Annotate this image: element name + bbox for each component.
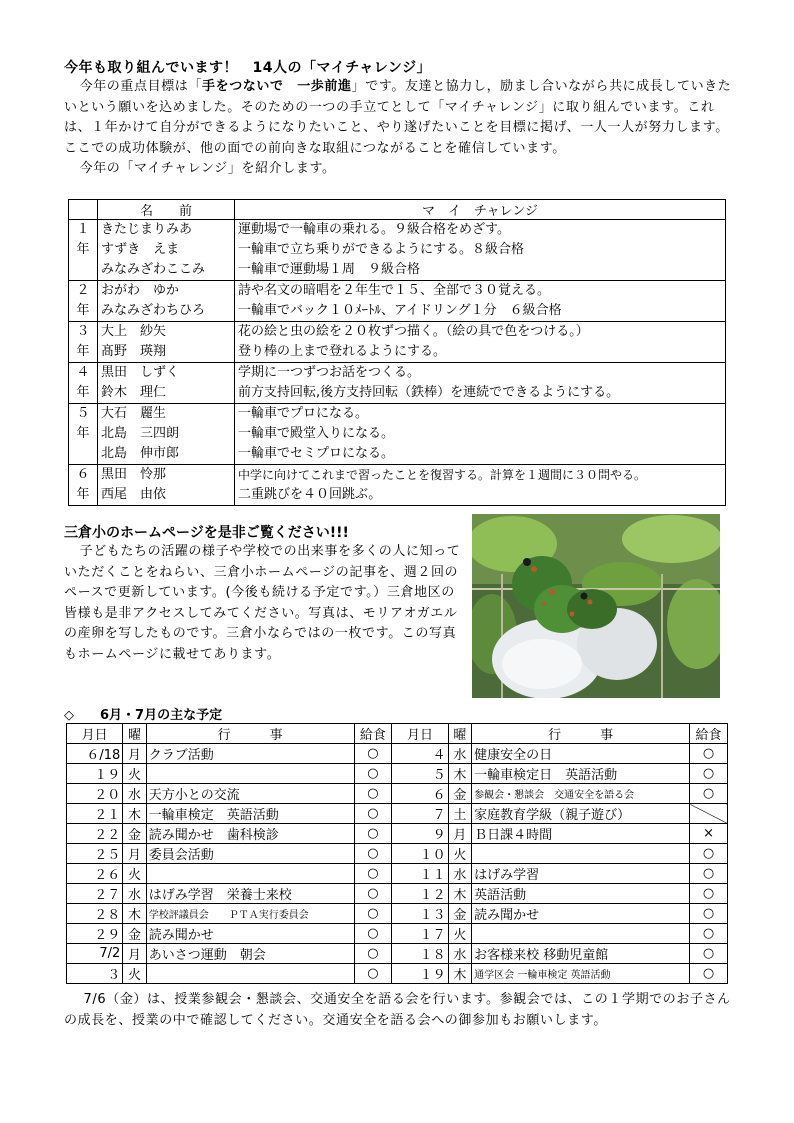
schedule-lunch-left: ○ [354,884,392,904]
schedule-date-right: １２ [392,884,448,904]
date-header-left: 月日 [67,724,123,744]
grade-label: １ [76,222,90,237]
schedule-date-right: ５ [392,764,448,784]
schedule-dow-right: 金 [448,904,472,924]
challenge-table [68,199,726,506]
schedule-date-left: ６/18 [67,744,123,764]
schedule-date-left: ３ [67,964,123,984]
schedule-row [67,764,728,784]
challenge-grade-row [69,220,726,281]
schedule-date-right: ７ [392,804,448,824]
challenge-text: 一輪車でバック１０ﾒｰﾄﾙ、アイドリング１分 ６級合格 [238,303,562,318]
schedule-row [67,744,728,764]
schedule-dow-left: 水 [123,884,147,904]
challenge-text: 詩や名文の暗唱を２年生で１５、全部で３０覚える。 [238,283,551,298]
student-name: みなみざわここみ [101,262,206,277]
challenge-grade-row [69,322,726,363]
schedule-date-left: ２７ [67,884,123,904]
challenge-text: 花の絵と虫の絵を２０枚ずつ描く。（絵の具で色をつける。） [238,324,589,339]
schedule-lunch-left: ○ [354,784,392,804]
student-names-cell [98,281,235,322]
homepage-section-title: 三倉小のホームページを是非ご覧ください!!! [64,525,349,541]
schedule-dow-left: 金 [123,924,147,944]
schedule-row [67,784,728,804]
schedule-event-right: お客様来校 移動児童館 [472,944,690,964]
student-name: 髙野 瑛翔 [101,344,167,359]
student-names-cell [98,322,235,363]
schedule-lunch-left: ○ [354,804,392,824]
grade-label: 年 [76,242,90,257]
challenge-text: 一輪車で殿堂入りになる。 [238,426,395,441]
schedule-date-right: １８ [392,944,448,964]
schedule-lunch-left: ○ [354,744,392,764]
student-name: すずき えま [101,242,180,257]
schedule-date-left: ２１ [67,804,123,824]
grade-label: 年 [76,385,90,400]
schedule-lunch-right: ○ [690,944,728,964]
name-header: 名 前 [98,200,235,220]
grade-label: 年 [76,344,90,359]
challenge-section-title: 今年も取り組んでいます！ 14人の「マイチャレンジ」 [64,60,432,76]
homepage-body: 子どもたちの活躍の様子や学校での出来事を多くの人に知っていただくことをねらい、三倉小ホームページの記事を、週２回のペースで更新しています。(今後も続ける予定です。）三倉地区の皆様も是非アクセスしてみてください。写真は、モリアオガエルの産卵を写したものです。三倉小ならではの一枚です。この写真もホームページに載せてあります。 [64,544,461,662]
grade-header [69,200,98,220]
student-name: 北島 三四朗 [101,426,180,441]
grade-label: ６ [76,467,90,482]
schedule-event-left [146,964,354,984]
schedule-event-right: 健康安全の日 [472,744,690,764]
schedule-section-title: ◇ 6月・7月の主な予定 [64,708,223,723]
schedule-dow-right: 土 [448,804,472,824]
challenge-grade-row [69,404,726,465]
schedule-lunch-left: ○ [354,944,392,964]
schedule-lunch-left: ○ [354,844,392,864]
schedule-dow-right: 木 [448,764,472,784]
grade-label: ５ [76,406,90,421]
student-name: 黒田 怜那 [101,467,167,482]
schedule-row [67,944,728,964]
lunch-header-right: 給食 [690,724,728,744]
schedule-dow-right: 火 [448,924,472,944]
schedule-lunch-left: ○ [354,964,392,984]
schedule-event-right: 家庭教育学級（親子遊び） [472,804,690,824]
challenge-text: 二重跳びを４０回跳ぶ。 [238,487,382,502]
schedule-date-left: ２２ [67,824,123,844]
frog-photo-icon [472,514,720,698]
schedule-lunch-right: ○ [690,764,728,784]
schedule-lunch-right: ○ [690,884,728,904]
challenge-text: 前方支持回転,後方支持回転（鉄棒）を連続でできるようにする。 [238,385,620,400]
schedule-lunch-right: ○ [690,864,728,884]
schedule-row [67,904,728,924]
schedule-event-left: あいさつ運動 朝会 [146,944,354,964]
schedule-dow-left: 火 [123,764,147,784]
challenges-cell [235,281,726,322]
lunch-header-left: 給食 [354,724,392,744]
schedule-event-right [472,924,690,944]
schedule-dow-right: 金 [448,784,472,804]
schedule-date-left: 7/2 [67,944,123,964]
schedule-dow-right: 木 [448,964,472,984]
schedule-event-right: 英語活動 [472,884,690,904]
student-names-cell [98,404,235,465]
schedule-lunch-right: ○ [690,964,728,984]
schedule-event-right [472,844,690,864]
schedule-row [67,924,728,944]
schedule-dow-right: 水 [448,744,472,764]
schedule-lunch-right: ○ [690,904,728,924]
schedule-date-left: ２８ [67,904,123,924]
challenge-text: 中学に向けてこれまで習ったことを復習する。計算を１週間に３０問やる。 [238,468,647,482]
event-header-left: 行 事 [146,724,354,744]
challenge-text: 一輪車でセミプロになる。 [238,446,395,461]
intro-paragraph [64,77,734,159]
challenge-text: 一輪車で運動場１周 ９級合格 [238,262,421,277]
schedule-row [67,964,728,984]
student-name: 西尾 由依 [101,487,167,502]
schedule-event-left: 天方小との交流 [146,784,354,804]
schedule-row [67,844,728,864]
schedule-event-right: 参観会・懇談会 交通安全を語る会 [472,784,690,804]
grade-label: ２ [76,283,90,298]
grade-cell [69,220,98,281]
challenge-intro [64,77,734,180]
challenge-text: 登り棒の上まで登れるようにする。 [238,344,447,359]
student-name: きたじまりみあ [101,222,193,237]
schedule-date-left: ２９ [67,924,123,944]
challenges-cell [235,465,726,506]
schedule-event-right: 読み聞かせ [472,904,690,924]
intro-text-b: 」です。友達と協力し，励まし合いながら共に成長していきたいという願いを込めました。そのための一つの手立てとして「マイチャレンジ」に取り組んでいます。これは、１年かけて自分ができるようになりたいこと、やり遂げたいことを目標に掲げ、一人一人が努力します。ここでの成功体験が、他の面での前向きな取組につながることを確信しています。 [64,79,732,156]
schedule-lunch-right: ○ [690,844,728,864]
event-header-right: 行 事 [472,724,690,744]
schedule-event-left: 委員会活動 [146,844,354,864]
grade-label: ４ [76,365,90,380]
schedule-row [67,864,728,884]
challenge-text: 運動場で一輪車の乗れる。９級合格をめざす。 [238,222,510,237]
student-name: 大石 麗生 [101,406,167,421]
dow-header-right: 曜 [448,724,472,744]
grade-label: 年 [76,303,90,318]
schedule-date-right: １９ [392,964,448,984]
challenges-cell [235,363,726,404]
schedule-dow-right: 火 [448,844,472,864]
challenge-text: 一輪車でプロになる。 [238,406,369,421]
schedule-event-left [146,764,354,784]
challenges-cell [235,322,726,363]
student-name: 大上 紗矢 [101,324,167,339]
schedule-event-left: 学校評議員会 ＰＴＡ実行委員会 [146,904,354,924]
schedule-event-right: Ｂ日課４時間 [472,824,690,844]
schedule-dow-left: 木 [123,804,147,824]
challenge-header: マ イ チャレンジ [235,200,726,220]
student-names-cell [98,363,235,404]
schedule-date-right: ９ [392,824,448,844]
grade-label: 年 [76,487,90,502]
student-name: みなみざわちひろ [101,303,206,318]
schedule-lunch-left: ○ [354,764,392,784]
schedule-dow-left: 水 [123,784,147,804]
schedule-event-right: はげみ学習 [472,864,690,884]
grade-cell [69,363,98,404]
schedule-row [67,824,728,844]
schedule-dow-right: 月 [448,824,472,844]
schedule-lunch-right [690,804,728,824]
student-names-cell [98,465,235,506]
schedule-dow-left: 木 [123,904,147,924]
challenge-grade-row [69,281,726,322]
grade-cell [69,281,98,322]
schedule-header [67,724,728,744]
schedule-event-left: クラブ活動 [146,744,354,764]
challenge-grade-row [69,363,726,404]
schedule-lunch-right: ○ [690,744,728,764]
schedule-dow-right: 木 [448,884,472,904]
challenge-grade-row [69,465,726,506]
schedule-lunch-right: ○ [690,784,728,804]
student-name: 北島 伸市郎 [101,446,180,461]
schedule-date-right: １０ [392,844,448,864]
schedule-date-right: ６ [392,784,448,804]
schedule-lunch-left: ○ [354,824,392,844]
grade-cell [69,404,98,465]
schedule-date-right: ４ [392,744,448,764]
schedule-footer-note: 7/6（金）は、授業参観会・懇談会、交通安全を語る会を行います。参観会では、この１学期でのお子さんの成長を、授業の中で確認してください。交通安全を語る会への御参加もお願いします。 [64,992,731,1028]
student-name: おがわ ゆか [101,283,180,298]
student-names-cell [98,220,235,281]
schedule-date-right: １３ [392,904,448,924]
schedule-dow-left: 火 [123,864,147,884]
grade-cell [69,322,98,363]
student-name: 黒田 しずく [101,365,180,380]
schedule-dow-left: 月 [123,744,147,764]
schedule-table [66,723,728,984]
grade-label: 年 [76,426,90,441]
date-header-right: 月日 [392,724,448,744]
challenge-table-header [69,200,726,220]
schedule-date-left: ２５ [67,844,123,864]
schedule-event-left: はげみ学習 栄養士来校 [146,884,354,904]
schedule-dow-right: 水 [448,944,472,964]
intro-text-a: 今年の重点目標は「 [79,79,202,94]
schedule-lunch-right: ○ [690,924,728,944]
schedule-date-left: ２０ [67,784,123,804]
schedule-lunch-left: ○ [354,864,392,884]
schedule-event-right: 一輪車検定日 英語活動 [472,764,690,784]
schedule-lunch-right: × [690,824,728,844]
grade-cell [69,465,98,506]
schedule-dow-left: 火 [123,964,147,984]
schedule-dow-left: 月 [123,944,147,964]
schedule-date-right: １７ [392,924,448,944]
schedule-row [67,804,728,824]
intro-paragraph-2: 今年の「マイチャレンジ」を紹介します。 [79,161,336,176]
challenge-text: 学期に一つずつお話をつくる。 [238,365,421,380]
schedule-event-left: 読み聞かせ 歯科検診 [146,824,354,844]
challenge-text: 一輪車で立ち乗りができるようにする。８級合格 [238,242,525,257]
challenges-cell [235,404,726,465]
schedule-event-right: 通学区会 一輪車検定 英語活動 [472,964,690,984]
schedule-event-left: 読み聞かせ [146,924,354,944]
schedule-row [67,884,728,904]
dow-header-left: 曜 [123,724,147,744]
schedule-date-right: １１ [392,864,448,884]
schedule-lunch-left: ○ [354,924,392,944]
schedule-lunch-left: ○ [354,904,392,924]
school-goal: 手をつないで 一歩前進 [202,79,352,94]
schedule-dow-right: 水 [448,864,472,884]
schedule-dow-left: 月 [123,844,147,864]
challenges-cell [235,220,726,281]
schedule-date-left: １９ [67,764,123,784]
schedule-event-left [146,864,354,884]
schedule-dow-left: 金 [123,824,147,844]
student-name: 鈴木 理仁 [101,385,167,400]
schedule-event-left: 一輪車検定 英語活動 [146,804,354,824]
schedule-date-left: ２６ [67,864,123,884]
grade-label: ３ [76,324,90,339]
